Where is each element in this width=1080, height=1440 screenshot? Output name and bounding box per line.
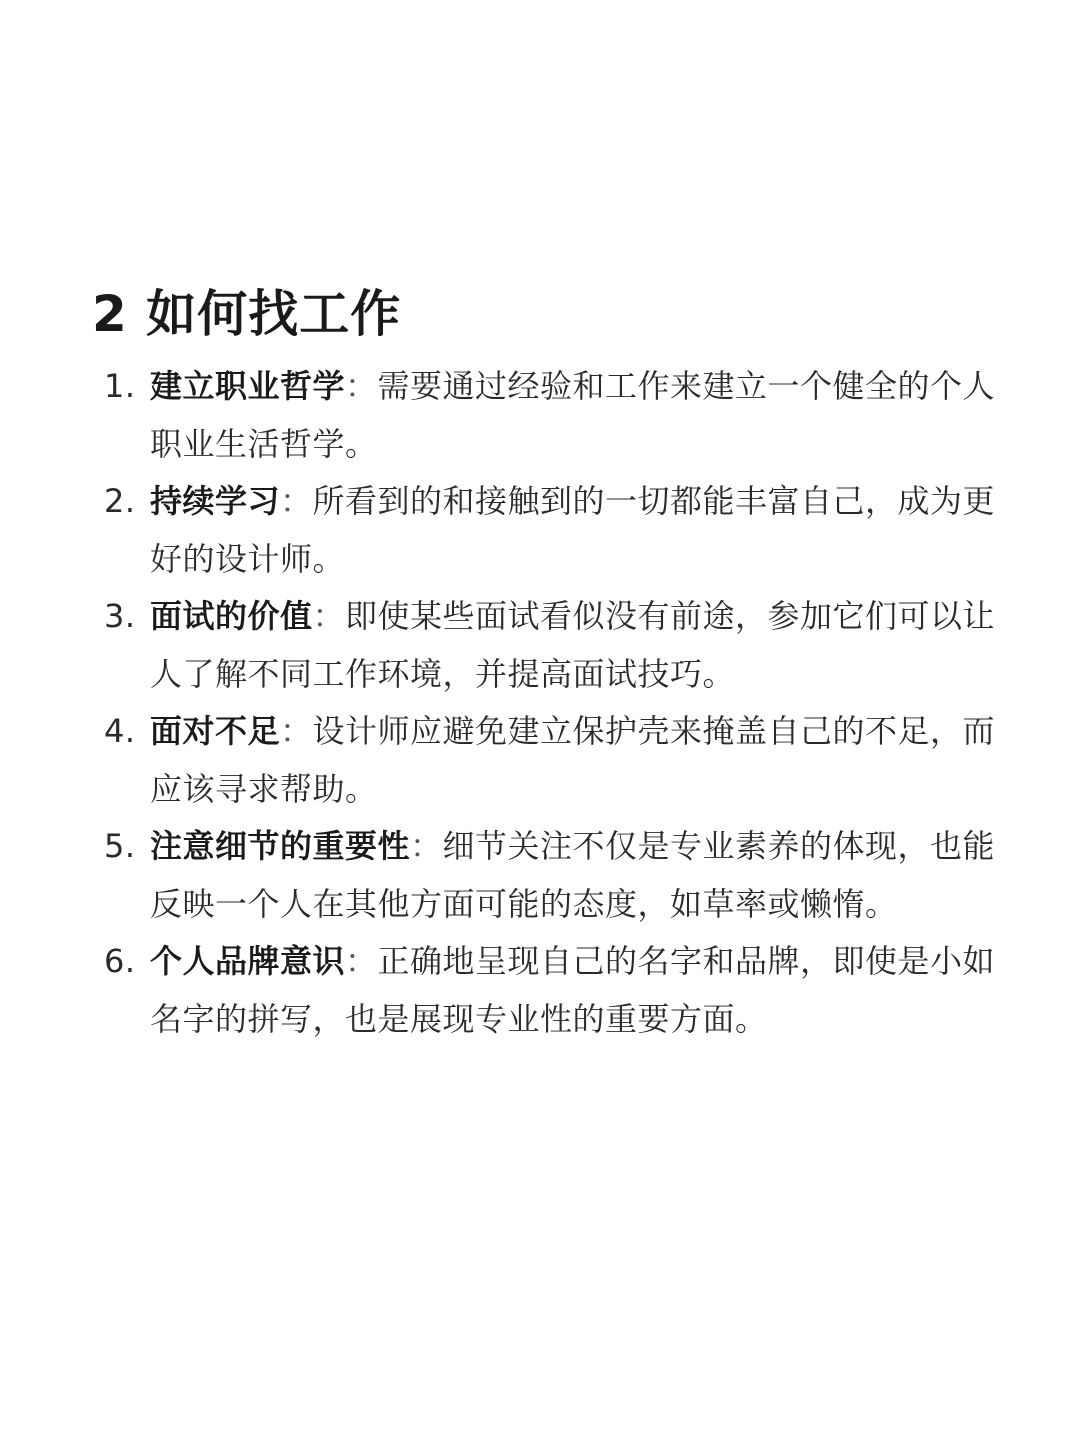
item-number: 2. [104,482,136,520]
list-item [100,818,1000,933]
item-term: 建立职业哲学 [150,367,346,405]
list-item [100,933,1000,1048]
item-colon: ： [280,712,313,750]
item-description: 正确地呈现自己的名字和品牌，即使是小如名字的拼写，也是展现专业性的重要方面。 [150,942,996,1038]
list-item [100,588,1000,703]
item-description: 即使某些面试看似没有前途，参加它们可以让人了解不同工作环境，并提高面试技巧。 [150,597,996,693]
item-description: 细节关注不仅是专业素养的体现，也能反映一个人在其他方面可能的态度，如草率或懒惰。 [150,827,996,923]
item-term: 注意细节的重要性 [150,827,411,865]
section-title: 2 如何找工作 [92,285,402,343]
list-item [100,703,1000,818]
item-number: 3. [104,597,136,635]
item-colon: ： [280,482,313,520]
item-term: 个人品牌意识 [150,942,346,980]
item-number: 4. [104,712,136,750]
item-colon: ： [345,367,378,405]
item-colon: ： [345,942,378,980]
item-colon: ： [312,597,346,635]
list-item [100,358,1000,473]
item-number: 1. [104,367,136,405]
item-term: 面对不足 [150,712,281,750]
item-description: 设计师应避免建立保护壳来掩盖自己的不足，而应该寻求帮助。 [150,712,996,808]
item-number: 6. [104,942,136,980]
tips-list [100,358,1000,1048]
item-number: 5. [104,827,136,865]
item-description: 所看到的和接触到的一切都能丰富自己，成为更好的设计师。 [150,482,996,578]
item-description: 需要通过经验和工作来建立一个健全的个人职业生活哲学。 [150,367,996,463]
list-item [100,473,1000,588]
item-term: 面试的价值 [150,597,313,635]
item-term: 持续学习 [150,482,281,520]
item-colon: ： [410,827,443,865]
